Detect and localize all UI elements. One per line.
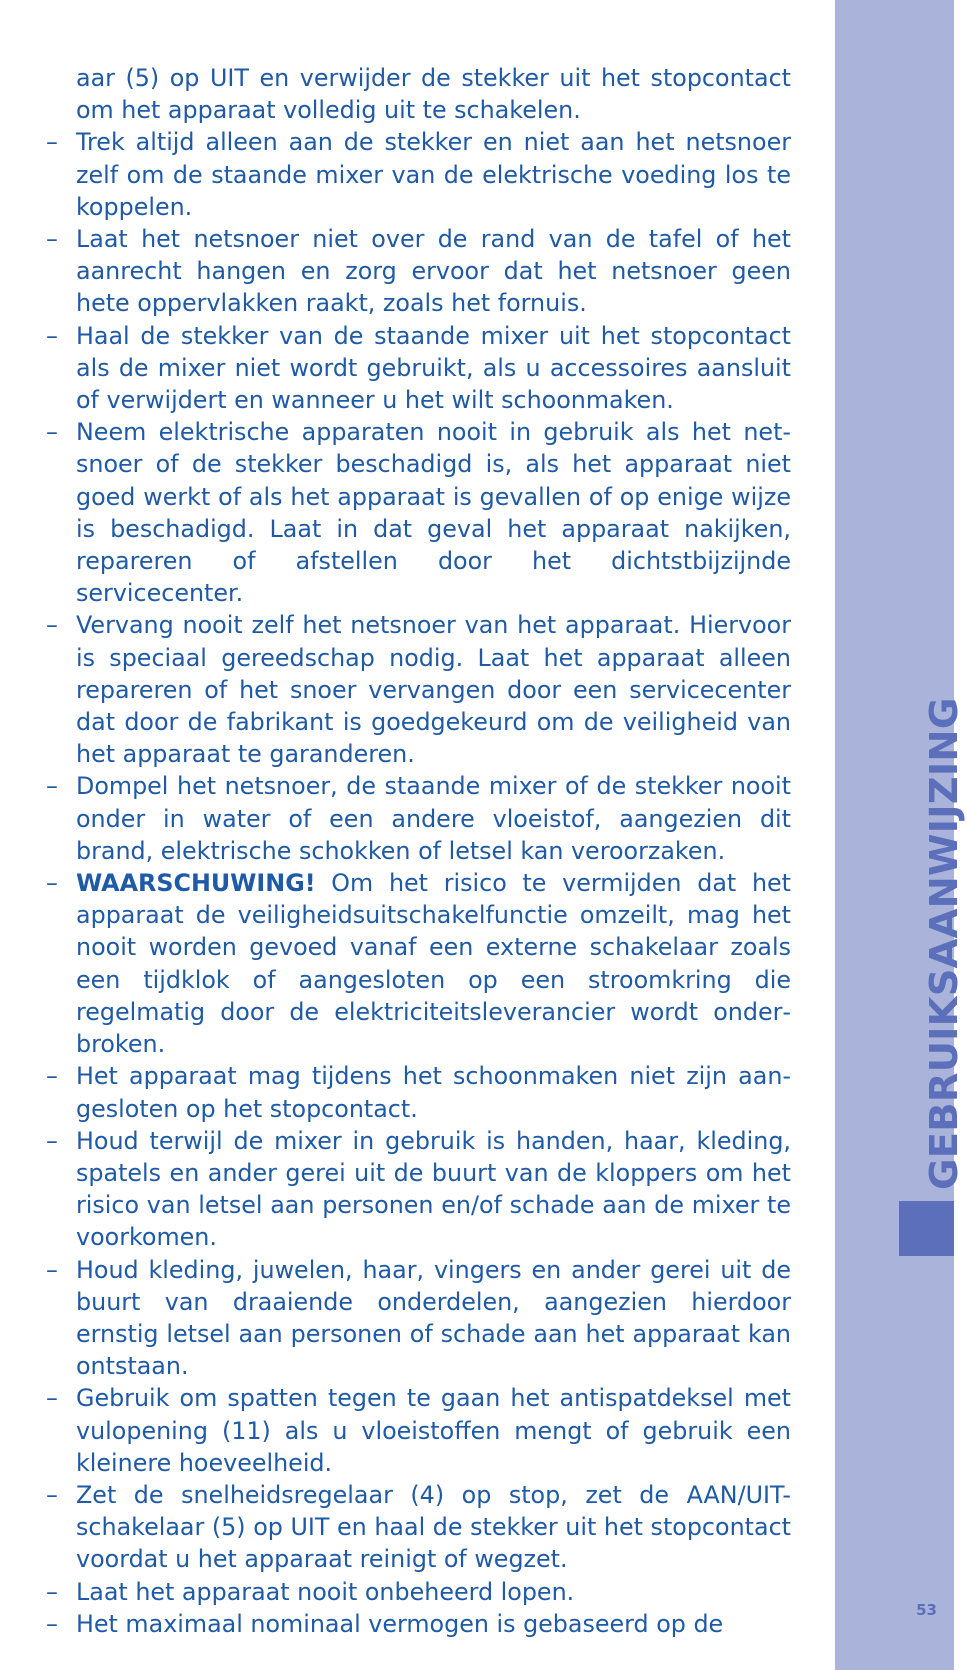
section-sidebar — [835, 0, 967, 1670]
dash-bullet: – — [46, 1255, 58, 1284]
list-item-text: Haal de stekker van de staande mixer uit het stopcontact als de mixer niet wordt gebruikt, als u accessoires aansluit of verwijdert en wanneer u het wilt schoonmaken. — [76, 321, 791, 415]
dash-bullet: – — [46, 1577, 58, 1606]
list-item — [46, 320, 791, 417]
warning-list-item — [46, 867, 791, 1060]
dash-bullet: – — [46, 321, 58, 350]
list-item — [46, 1576, 791, 1608]
list-item-text: Het maximaal nominaal vermogen is gebaseerd op de — [76, 1609, 724, 1638]
list-item — [46, 1608, 791, 1640]
dash-bullet: – — [46, 869, 58, 898]
dash-bullet: – — [46, 1062, 58, 1091]
dash-bullet: – — [46, 1384, 58, 1413]
warning-label: WAARSCHUWING! — [76, 869, 316, 898]
dash-bullet: – — [46, 1609, 58, 1638]
dash-bullet: – — [46, 225, 58, 254]
list-item — [46, 126, 791, 223]
list-item-text: Gebruik om spatten tegen te gaan het antispatdeksel met vulopening (11) als u vloeistoffen mengt of gebruik een kleinere hoeveelheid. — [76, 1384, 791, 1477]
list-item — [46, 1382, 791, 1479]
instructions-text-block — [46, 62, 791, 1640]
dash-bullet: – — [46, 611, 58, 640]
list-item — [46, 1125, 791, 1254]
list-item-text: Neem elektrische apparaten nooit in gebruik als het netsnoer of de stekker beschadigd is, als het apparaat niet goed werkt of als het apparaat is gevallen of op enige wijze is beschadigd. Laat in dat geval het apparaat nakijken, repareren of afstellen door het dichtstbijzijnde servicecenter. — [76, 418, 791, 608]
list-item-text: Zet de snelheidsregelaar (4) op stop, zet de AAN/UIT-schakelaar (5) op UIT en haal de stekker uit het stopcontact voordat u het apparaat reinigt of wegzet. — [76, 1480, 791, 1574]
section-title: GEBRUIKSAANWIJZING — [922, 697, 967, 1190]
list-item — [46, 1060, 791, 1124]
dash-bullet: – — [46, 128, 58, 157]
list-item-text: Het apparaat mag tijdens het schoonmaken niet zijn aangesloten op het stopcontact. — [76, 1062, 791, 1123]
dash-bullet: – — [46, 1480, 58, 1509]
dash-bullet: – — [46, 418, 58, 447]
list-item — [46, 1254, 791, 1383]
list-item — [46, 770, 791, 867]
dash-bullet: – — [46, 772, 58, 801]
list-item-text: Houd terwijl de mixer in gebruik is handen, haar, kleding, spatels en ander gerei uit de buurt van de kloppers om het risico van letsel aan personen en/of schade aan de mixer te voorkomen. — [76, 1126, 791, 1252]
section-tab-marker — [899, 1201, 954, 1256]
warning-text: Om het risico te vermijden dat het apparaat de veiligheidsuitschakelfunctie omzeilt, mag het nooit worden gevoed vanaf een externe schakelaar zoals een tijdklok of aangesloten op een stroomkring die regelmatig door de elektriciteitsleverancier wordt onderbroken. — [76, 869, 791, 1059]
list-item-text: Vervang nooit zelf het netsnoer van het apparaat. Hiervoor is speciaal gereedschap nodig. Laat het apparaat alleen repareren of het snoer vervangen door een servicecenter dat door de fabrikant is goedgekeurd om de veiligheid van het apparaat te garanderen. — [76, 611, 791, 769]
dash-bullet: – — [46, 1126, 58, 1155]
list-item — [46, 223, 791, 320]
page-number: 53 — [916, 1601, 937, 1619]
list-item-text: Laat het apparaat nooit onbeheerd lopen. — [76, 1577, 575, 1606]
continued-paragraph: aar (5) op UIT en verwijder de stekker uit het stopcontact om het apparaat volledig uit te schakelen. — [76, 64, 791, 125]
list-item-text: Trek altijd alleen aan de stekker en niet aan het netsnoer zelf om de staande mixer van de elektrische voeding los te koppelen. — [76, 128, 791, 221]
list-item-text: Houd kleding, juwelen, haar, vingers en ander gerei uit de buurt van draaiende onderdelen, aangezien hierdoor ernstig letsel aan personen of schade aan het apparaat kan ontstaan. — [76, 1255, 791, 1381]
list-item-text: Laat het netsnoer niet over de rand van de tafel of het aanrecht hangen en zorg ervoor dat het netsnoer geen hete oppervlakken raakt, zoals het fornuis. — [76, 225, 791, 318]
list-item — [46, 416, 791, 609]
list-item — [46, 1479, 791, 1576]
list-item-text: Dompel het netsnoer, de staande mixer of de stekker nooit onder in water of een andere vloeistof, aangezien dit brand, elektrische schokken of letsel kan veroorzaken. — [76, 772, 791, 865]
list-item — [46, 609, 791, 770]
